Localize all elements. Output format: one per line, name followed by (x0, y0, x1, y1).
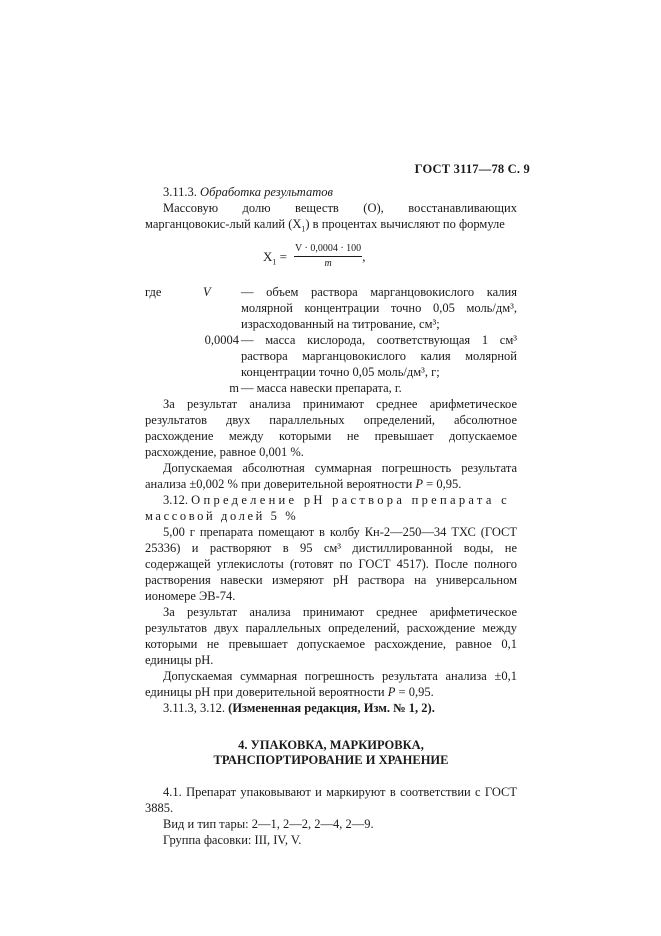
ph-result-paragraph: За результат анализа принимают среднее арифметическое результатов двух параллельных определений, расхождение между которыми не превышает допускаемое расхождение, равное 0,1 единицы рН. (145, 605, 517, 667)
formula-x1: $X_1$ = $\frac{V \cdot 0,0004 \cdot 100}{m}$ , (263, 243, 366, 269)
section-title: Обработка результатов (200, 185, 333, 199)
symbol-m: m (229, 381, 239, 395)
ph-method-paragraph: 5,00 г препарата помещают в колбу Кн-2—250—34 ТХС (ГОСТ 25336) и растворяют в 95 см³ дистиллированной воды, не содержащей углекислоты (готовят по ГОСТ 4517). После полного растворения навески измеряют рН раствора на универсальном иономере ЭВ-74. (145, 525, 517, 603)
formula-numerator: V · 0,0004 · 100 (294, 243, 362, 257)
formula-lhs: $X_1$ = (263, 248, 287, 267)
section-3-11-3-heading (145, 184, 517, 200)
result-paragraph: За результат анализа принимают среднее арифметическое результатов двух параллельных определений, абсолютное расхождение между которыми не превышает допускаемое расхождение, равное 0,001 %. (145, 397, 517, 459)
formula-fraction (294, 243, 362, 270)
ph-error-paragraph: Допускаемая суммарная погрешность результата анализа ±0,1 единицы рН при доверительной вероятности P = 0,95. (145, 669, 517, 699)
packing-group: Группа фасовки: III, IV, V. (163, 833, 302, 847)
formula-definitions (145, 284, 517, 396)
symbol-v: V (203, 285, 211, 299)
definition-0004: 0,0004 — масса кислорода, соответствующая 1 см³ раствора марганцовокислого калия молярной концентрации точно 0,05 моль/дм³, г; (204, 333, 517, 379)
error-paragraph: Допускаемая абсолютная суммарная погрешность результата анализа ±0,002 % при доверительной вероятности P = 0,95. (145, 461, 517, 491)
page-body (145, 184, 517, 848)
where-word: где (145, 285, 162, 299)
running-header: ГОСТ 3117—78 С. 9 (414, 162, 530, 176)
definition-m: m — масса навески препарата, г. (229, 381, 402, 395)
formula-denominator: m (324, 258, 332, 269)
section-3-12-title-b: массовой долей 5 % (145, 509, 299, 523)
section-4-title: 4. УПАКОВКА, МАРКИРОВКА, ТРАНСПОРТИРОВАНИЕ И ХРАНЕНИЕ (213, 738, 449, 767)
symbol-0004: 0,0004 (204, 333, 239, 347)
section-3-12-title-a: Определение рН раствора препарата с (191, 493, 510, 507)
section-3-12-heading: 3.12. Определение рН раствора препарата с (163, 493, 510, 507)
formula-intro: Массовую долю веществ (О), восстанавливающих марганцовокис-лый калий $(X_1)$ в процентах вычисляют по формуле (145, 201, 517, 234)
container-types: Вид и тип тары: 2—1, 2—2, 2—4, 2—9. (163, 817, 374, 831)
section-number: 3.11.3. (163, 185, 197, 199)
amendment-note: 3.11.3, 3.12. (Измененная редакция, Изм. № 1, 2). (163, 701, 435, 715)
packaging-paragraph: 4.1. Препарат упаковывают и маркируют в соответствии с ГОСТ 3885. (145, 785, 517, 815)
definition-v: где V — объем раствора марганцовокислого калия молярной концентрации точно 0,05 моль/дм³, израсходованный на титрование, см³; (145, 285, 517, 331)
